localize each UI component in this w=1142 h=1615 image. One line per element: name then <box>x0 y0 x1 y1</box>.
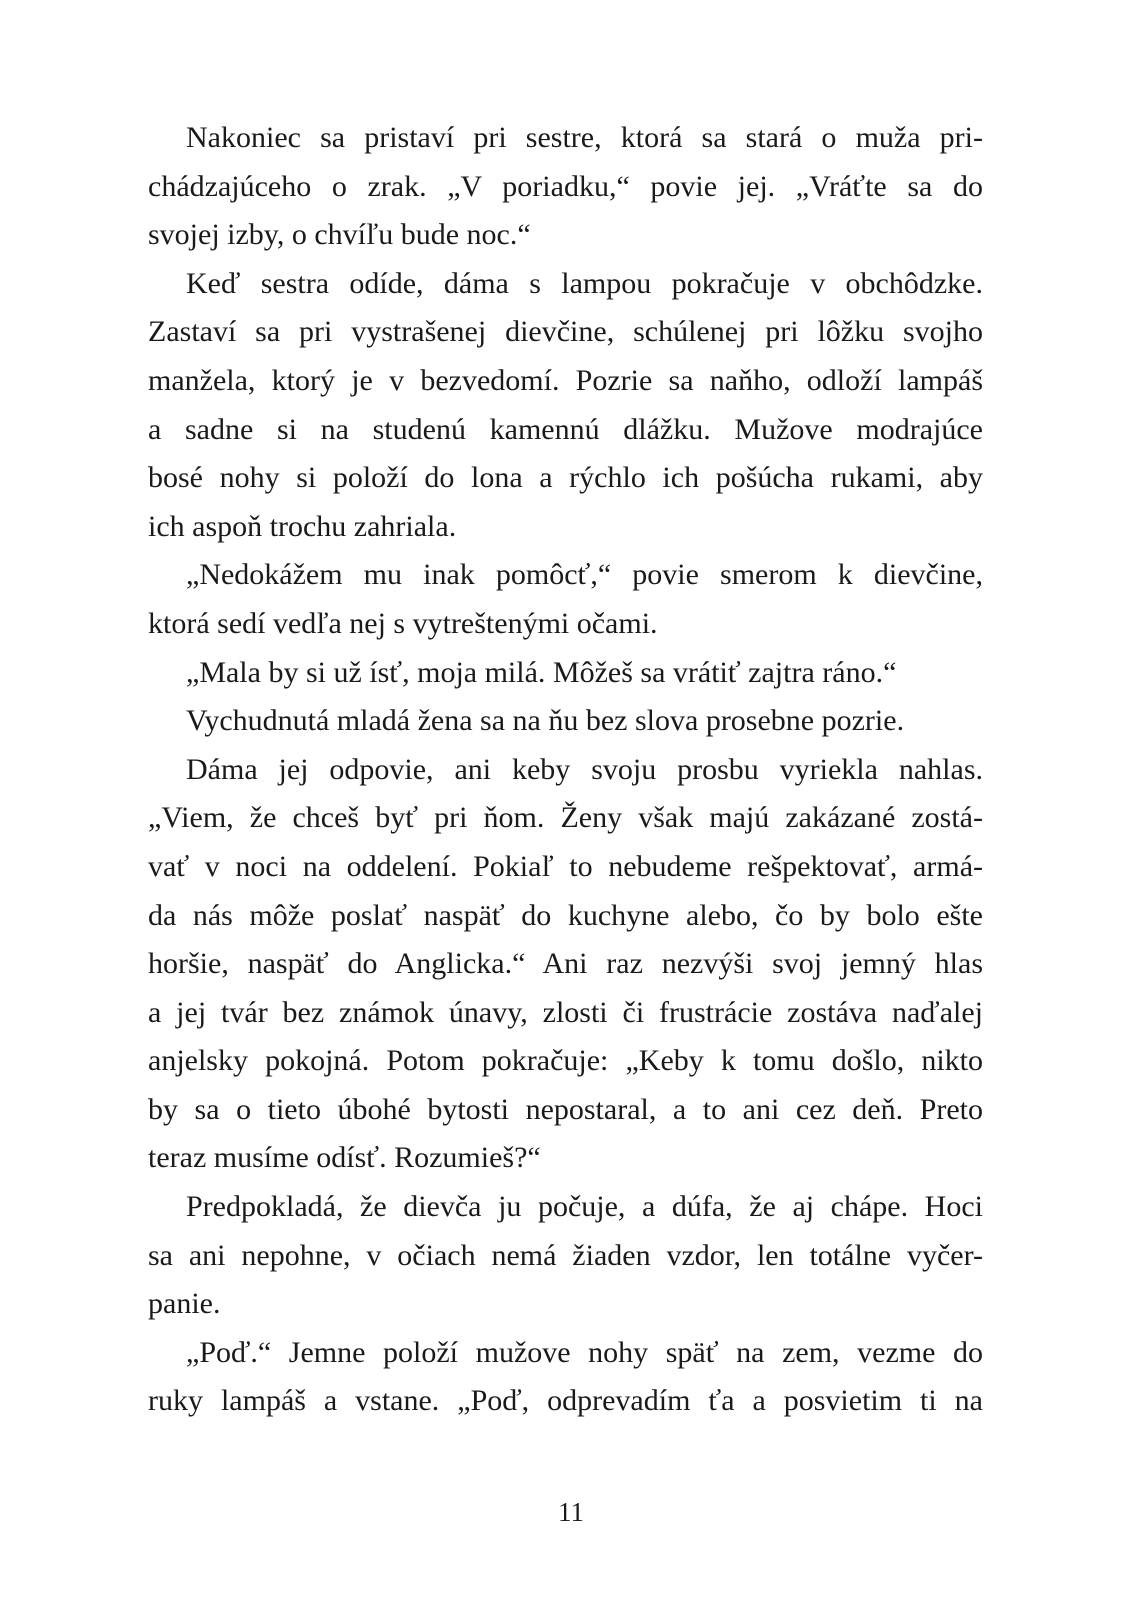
text-line: Vychudnutá mladá žena sa na ňu bez slova prosebne pozrie. <box>186 704 905 738</box>
text-line: horšie, naspäť do Anglicka.“ Ani raz nezvýši svoj jemný hlas <box>148 947 983 981</box>
text-line: „Mala by si už ísť, moja milá. Môžeš sa vrátiť zajtra ráno.“ <box>186 655 897 689</box>
text-line: Zastaví sa pri vystrašenej dievčine, schúlenej pri lôžku svojho <box>148 315 983 349</box>
text-line: ktorá sedí vedľa nej s vytreštenými očami. <box>148 606 658 640</box>
text-line: panie. <box>148 1287 221 1321</box>
text-line: ich aspoň trochu zahriala. <box>148 509 457 543</box>
text-line: chádzajúceho o zrak. „V poriadku,“ povie jej. „Vráťte sa do <box>148 169 983 203</box>
text-line: da nás môže poslať naspäť do kuchyne alebo, čo by bolo ešte <box>148 898 983 932</box>
text-line: ruky lampáš a vstane. „Poď, odprevadím ťa a posvietim ti na <box>148 1384 983 1418</box>
text-line: Keď sestra odíde, dáma s lampou pokračuje v obchôdzke. <box>186 266 983 300</box>
text-line: sa ani nepohne, v očiach nemá žiaden vzdor, len totálne vyčer- <box>148 1238 983 1272</box>
text-line: „Viem, že chceš byť pri ňom. Ženy však majú zakázané zostá- <box>148 801 983 835</box>
text-line: „Nedokážem mu inak pomôcť,“ povie smerom k dievčine, <box>186 558 983 592</box>
text-line: teraz musíme odísť. Rozumieš?“ <box>148 1141 541 1175</box>
text-line: Nakoniec sa pristaví pri sestre, ktorá sa stará o muža pri- <box>186 121 983 154</box>
text-line: anjelsky pokojná. Potom pokračuje: „Keby k tomu došlo, nikto <box>148 1044 983 1078</box>
text-line: by sa o tieto úbohé bytosti nepostaral, a to ani cez deň. Preto <box>148 1092 983 1126</box>
text-line: manžela, ktorý je v bezvedomí. Pozrie sa naňho, odloží lampáš <box>148 363 983 397</box>
text-line: a jej tvár bez známok únavy, zlosti či frustrácie zostáva naďalej <box>148 995 983 1029</box>
text-line: bosé nohy si položí do lona a rýchlo ich pošúcha rukami, aby <box>148 461 983 495</box>
page-number: 11 <box>558 1497 584 1527</box>
text-line: vať v noci na oddelení. Pokiaľ to nebudeme rešpektovať, armá- <box>148 849 983 883</box>
body-text <box>148 114 983 1426</box>
text-line: „Poď.“ Jemne položí mužove nohy späť na zem, vezme do <box>186 1335 983 1369</box>
text-line: Predpokladá, že dievča ju počuje, a dúfa, že aj chápe. Hoci <box>186 1190 983 1224</box>
text-line: a sadne si na studenú kamennú dlážku. Mužove modrajúce <box>148 412 983 446</box>
text-line: Dáma jej odpovie, ani keby svoju prosbu vyriekla nahlas. <box>186 752 983 786</box>
text-line: svojej izby, o chvíľu bude noc.“ <box>148 218 531 252</box>
